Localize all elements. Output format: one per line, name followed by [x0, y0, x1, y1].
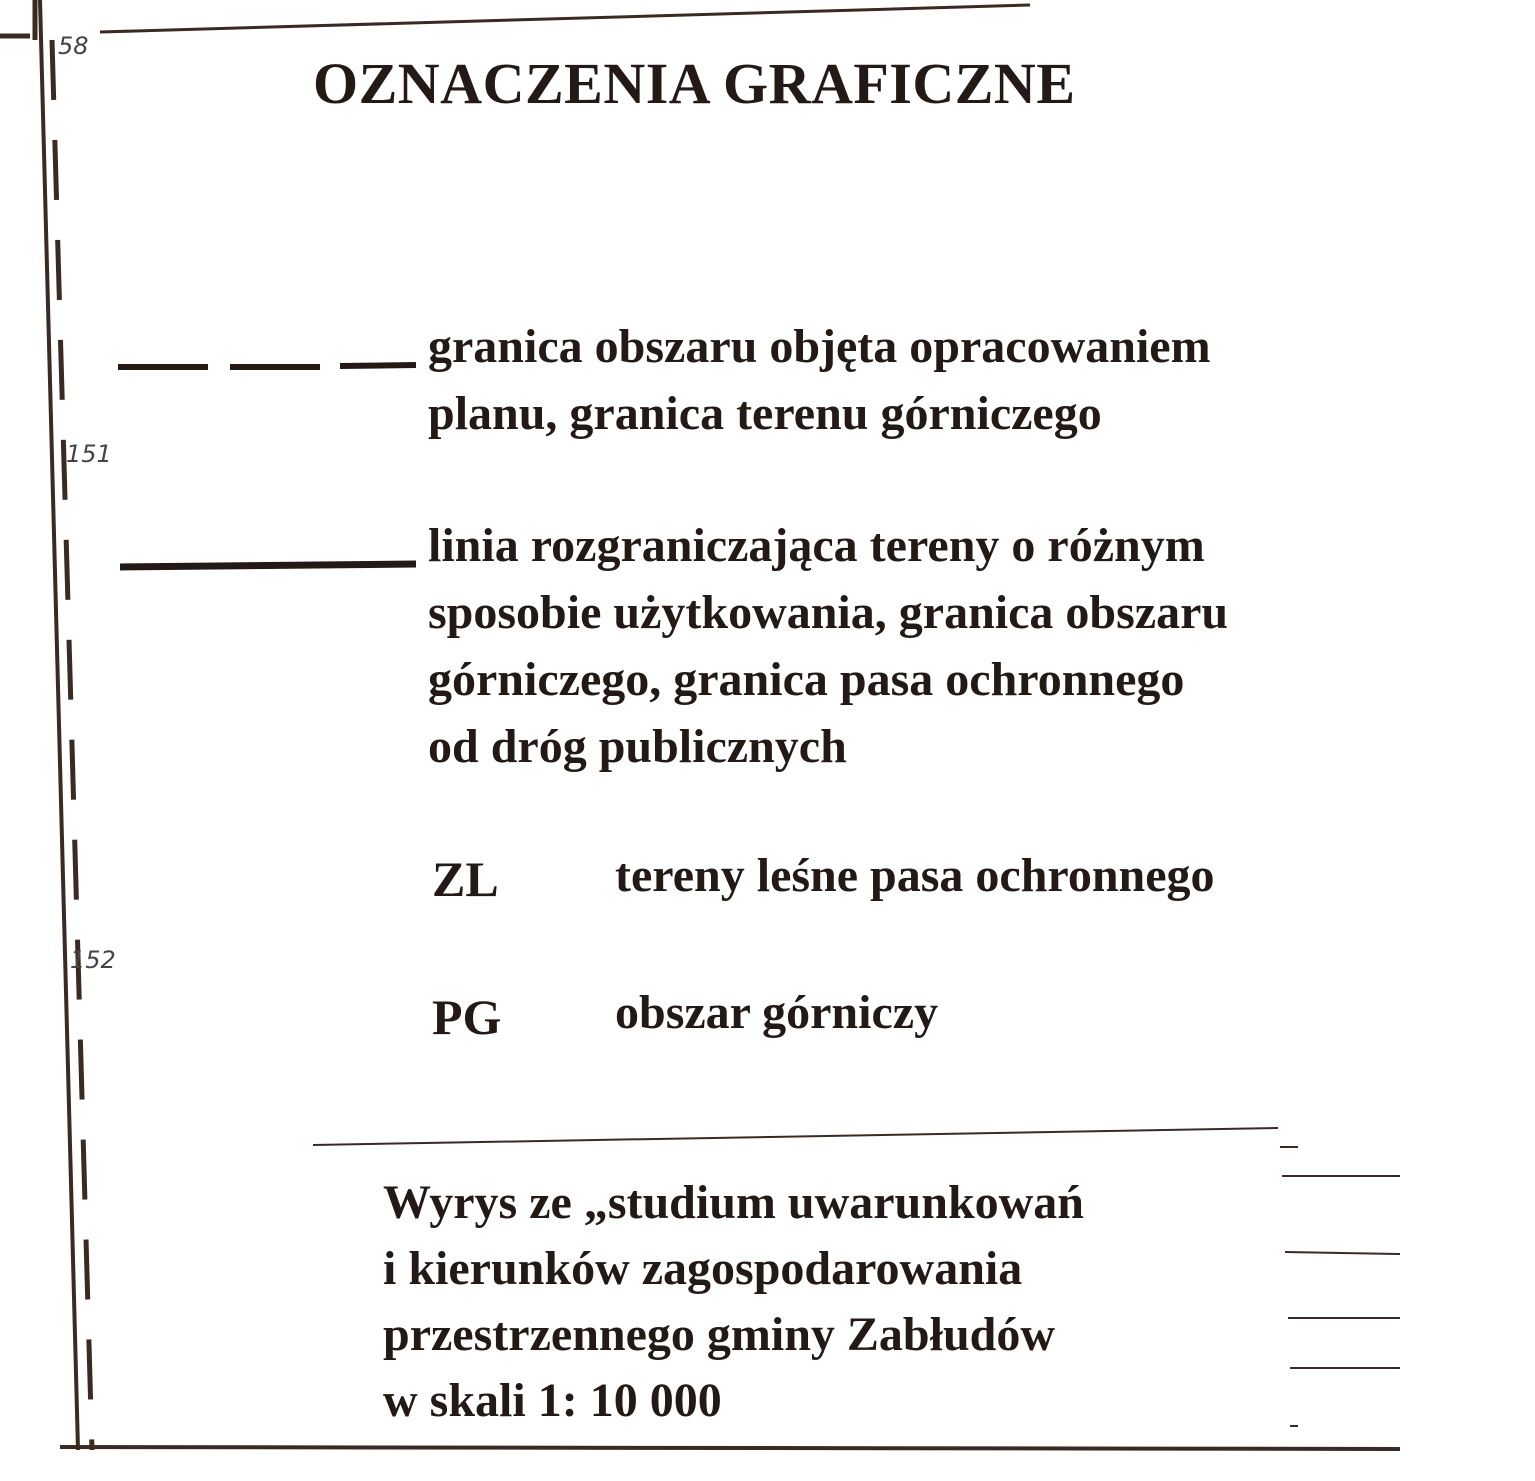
solid-line-symbol: [120, 556, 420, 576]
legend-title: OZNACZENIA GRAFICZNE: [313, 51, 1076, 116]
legend-text-line: granica obszaru objęta opracowaniem: [428, 320, 1211, 373]
note-line: przestrzennego gminy Zabłudów: [383, 1308, 1055, 1361]
margin-mark: 152: [70, 946, 116, 974]
margin-mark: 58: [58, 32, 89, 60]
note-line: i kierunków zagospodarowania: [383, 1242, 1023, 1295]
legend-item-dividing-line: [428, 512, 1228, 780]
margin-mark: 151: [66, 440, 112, 468]
legend-text-line: linia rozgraniczająca tereny o różnym: [428, 519, 1205, 572]
legend-item-boundary: [428, 313, 1211, 447]
legend-code-zl: ZL: [432, 851, 499, 907]
extract-note: [383, 1170, 1084, 1434]
note-line: w skali 1: 10 000: [383, 1374, 722, 1427]
legend-text-line: od dróg publicznych: [428, 720, 847, 773]
dashed-line-symbol: [118, 356, 418, 376]
legend-text-line: planu, granica terenu górniczego: [428, 387, 1102, 440]
note-line: Wyrys ze „studium uwarunkowań: [383, 1176, 1084, 1229]
legend-desc-zl: tereny leśne pasa ochronnego: [615, 849, 1215, 902]
legend-text-line: górniczego, granica pasa ochronnego: [428, 653, 1185, 706]
legend-code-pg: PG: [432, 989, 502, 1045]
legend-text-line: sposobie użytkowania, granica obszaru: [428, 586, 1229, 639]
legend-desc-pg: obszar górniczy: [615, 986, 939, 1039]
